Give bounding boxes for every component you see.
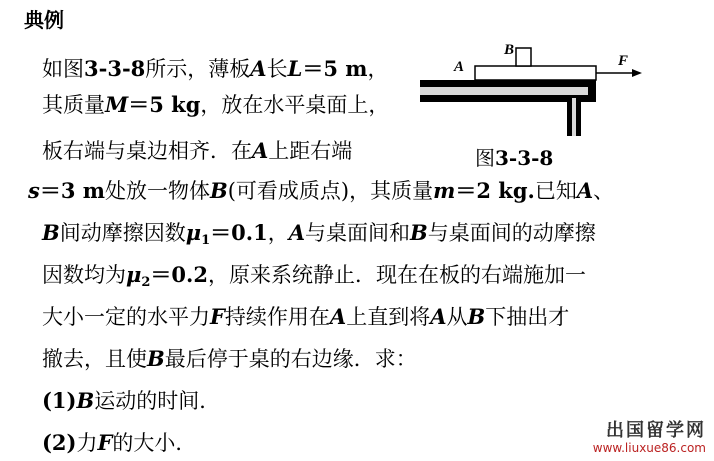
problem-line-7: 大小一定的水平力F持续作用在A上直到将A从B下抽出才 — [42, 304, 570, 329]
watermark-name: 出国留学网 — [606, 420, 706, 441]
table-leg-stripe — [572, 98, 576, 136]
question-1: (1)B运动的时间． — [42, 388, 221, 413]
problem-line-5: B间动摩擦因数$\mu_1=0.1$，A与桌面间和B与桌面间的动摩擦 — [42, 220, 596, 248]
example-heading: 典例 — [24, 8, 64, 32]
label-b: B — [504, 42, 515, 58]
site-watermark — [593, 421, 706, 455]
label-f: F — [618, 53, 629, 69]
block-b — [516, 48, 531, 66]
figure-caption: 图3-3-8 — [475, 146, 554, 170]
problem-line-1: 如图3-3-8所示，薄板A长L＝5 m， — [42, 56, 389, 81]
problem-line-8: 撤去，且使B最后停于桌的右边缘．求： — [42, 346, 417, 371]
board-on-table-figure — [420, 40, 660, 140]
watermark-url: www.liuxue86.com — [592, 441, 706, 455]
question-2: (2)力F的大小． — [42, 430, 197, 455]
problem-line-3: 板右端与桌边相齐．在A上距右端 — [42, 138, 353, 163]
problem-line-2: 其质量M＝5 kg，放在水平桌面上， — [42, 92, 390, 117]
table-top-stripe — [420, 87, 588, 95]
problem-line-4: s＝3 m处放一物体B(可看成质点)，其质量m＝2 kg.已知A、 — [28, 178, 615, 203]
force-arrow-head — [632, 69, 642, 77]
label-a: A — [454, 59, 465, 75]
problem-line-6: 因数均为$\mu_2=0.2$，原来系统静止．现在在板的右端施加一 — [42, 262, 586, 290]
board-a — [475, 66, 596, 80]
